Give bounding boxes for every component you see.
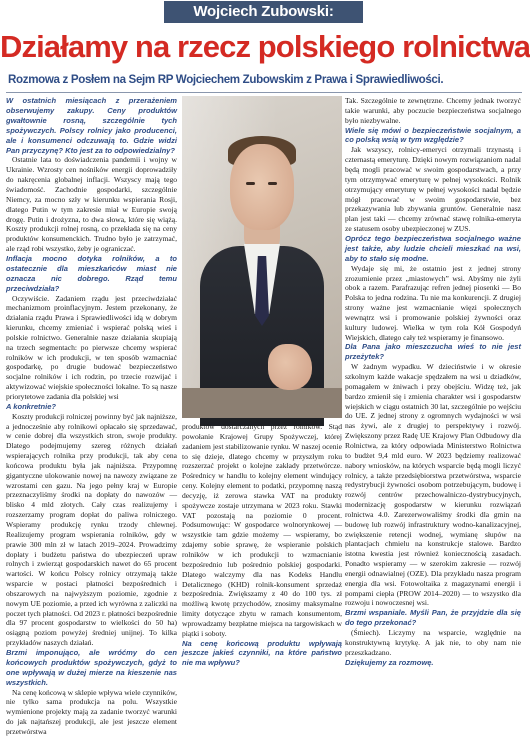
portrait-photo xyxy=(182,96,342,418)
body-paragraph: Koszty produkcji rolniczej powinny być jak najniższe, a jednocześnie aby rolnikowi opłacało się sprzedawać, w cenie dobrej dla wszystkich stron, swoje produkty. Dlatego podejmujemy szereg różnych działań wspierających rolnika przy produkcji, tak aby cena końcowa produktu była jak najniższa. Przypomnę gigantyczne ulokowanie nowej na nawozy związane ze wzrostami cen gazu. Na jego pełny kraj w Europie przeznaczyliśmy środki na dopłaty do nawozów — blisko 4 mld złotych. Cały czas realizujemy i rozszerzamy program dopłat do paliwa rolniczego. Wspieramy produkcję rynku trzody chlewnej. Realizujemy program wspierania rolników, gdy w prawie 300 mln zł w latach 2019–2024. Prowadzimy dopłaty i budżetu państwa do ubezpieczeń upraw rolnych i zwierząt gospodarskich nawet do 65 procent wartości. W końcu Polscy rolnicy otrzymają także wsparcie w postaci płatności bezpośrednich i obszarowych na najwyższym poziomie, zgodnie z nowym UE poziomie, a przed ich wyrówna z zaliczki na poczet tych płatności. Od 2023 r. płatności bezpośrednie dla 97 procent gospodarstw to wielkości do 50 ha) osiągną poziom powyżej średniej unijnej. To kilka przykładów naszych działań. xyxy=(6,411,177,648)
interview-question: W ostatnich miesiącach z przerażeniem obserwujemy zakupy. Ceny produktów gwałtownie rosną, szczególnie tych spożywczych. Polscy rolnicy jako producenci, ale i konsumenci odczuwają to. Gdzie widzi Pan przyczynę? Kto jest za to odpowiedzialny? xyxy=(6,96,177,155)
photo-eye-left xyxy=(246,182,255,185)
interview-question: Oprócz tego bezpieczeństwa socjalnego ważne jest także, aby ludzie chcieli mieszkać na wsi, aby to stało się modne. xyxy=(345,233,521,263)
interview-question: Na cenę końcową produktu wpływają jeszcze jakieś czynniki, na które państwo nie ma wpływu? xyxy=(182,638,342,668)
interview-question: A konkretnie? xyxy=(6,401,57,411)
body-paragraph: (Śmiech). Liczymy na wsparcie, względnie na konstruktywną krytykę. A jak nie, to oby nam nie przeszkadzano. xyxy=(345,628,521,657)
column-2 xyxy=(182,422,342,668)
interview-question: Brzmi wspaniale. Myśli Pan, że przyjdzie dla się do tego przekonać? xyxy=(345,608,521,628)
photo-table xyxy=(182,388,342,418)
body-paragraph: Wydaje się mi, że ostatnio jest z jednej strony zrozumienie przez „miastowych” wsi. Abyśmy nie żyli obok a razem. Parafrazując refren jednej piosenki — Bo Polska to jedna rodzina. Tu nie ma konkurencji. Z drugiej strony ważne jest wzmacnianie więzi społecznych wewnątrz wsi i promowanie polskiej żywności oraz kultury ludowej. Wielka w tym rola Kół Gospodyń Wiejskich, dlatego cały też wspieramy je finansowo. xyxy=(345,263,521,342)
headline: Działamy na rzecz polskiego rolnictwa xyxy=(0,29,530,64)
column-1 xyxy=(6,96,177,736)
interview-question: Wiele się mówi o bezpieczeństwie socjalnym, a co polską wsią w tym względzie? xyxy=(345,125,521,145)
deck: Rozmowa z Posłem na Sejm RP Wojciechem Zubowskim z Prawa i Sprawiedliwości. xyxy=(8,73,444,86)
body-paragraph: Jak wszyscy, rolnicy-emeryci otrzymali trzynastą i czternastą emeryturę. Dzięki nowym rozwiązaniom nadal będą mogli pracować w swoim gospodarstwach, a przy tym otrzymywać emeryturę w pełnej wysokości. Rolnik otrzymujący emeryturę w pełnej wysokości nadal będzie mógł pracować w swoim gospodarstwie, bez przekazywania lub zbywania gruntów. Generalnie nasz plan jest taki — chcemy zrównać stawę rolnika-emeryta ze statusem osoby ubezpieczonej w ZUS. xyxy=(345,145,521,234)
body-paragraph: produktów dostarczanych przez rolników. Stąd powołanie Krajowej Grupy Spożywczej, której zadaniem jest stabilizowanie rynku. W naszej ocenie to się dzieje, dlatego chcemy w przyszłym roku rozszerzać projekt o kolejne zakłady przetwórcze. Pośrednicy w handlu to kolejny element windujący ceny. Kolejny element to podatki, przypomnę naszą decyzję, iż zerowa stawka VAT na produkty spożywcze zostaje utrzymana w 2023 roku. Stawki VAT pozostają na poziomie 0 procent. Podsumowując: W gospodarce wolnorynkowej — wszystkie tam gdzie możemy — wspieramy, bo zdajemy sobie sprawę, że wspieranie polskich rolników w ich produkcji to wzmacnianie bezpośrednio lub pośrednio polskiej gospodarki. Dlatego walczymy dla nas Kodeks Handlu Detalicznego (KHD) rolnik-konsument sprzedaż bezpośrednia. Zwiększamy z 40 do 100 tys. zł możliwą kwotę przychodów, znosimy maksymalne limity dotyczące zbytu w ramach konsumentom, wprowadzamy bezpłatne miejsca na targowiskach w piątki i soboty. xyxy=(182,422,342,638)
body-paragraph: Na cenę końcową w sklepie wpływa wiele czynników, nie tylko sama produkcja na polu. Wszystkie wymienione projekty mają za zadanie tworzyć warunki do jak najtańszej produkcji, ale jest jeszcze element przetwórstwa xyxy=(6,687,177,736)
divider xyxy=(6,92,522,93)
body-paragraph: Ostatnie lata to doświadczenia pandemii i wojny w Ukrainie. Wzrosty cen nośników energii doprowadziły do nakręcenia globalnej inflacji. Wszyscy mają tego świadomość. Zachodnie gospodarki, szczególnie Niemcy, za mocno szły w kierunku wspierania Rosji, dlatego Putin w tym zakresie miał w Europie swoją drogę. Putin i drożyzna, to dwa słowa, które się wiążą. Koszty produkcji rolnej rosną, co przekłada się na ceny produktów konsumenckich. Trudno było je zatrzymać, ale rząd robi wszystko, żeby je ograniczać. xyxy=(6,155,177,254)
photo-face xyxy=(230,144,294,230)
interview-question: Dziękujemy za rozmowę. xyxy=(345,657,434,667)
body-paragraph: W żadnym wypadku. W dzieciństwie i w okresie szkolnym każde wakacje spędzałem na wsi u dziadków, pomagałem w żniwach i przy obejściu. Widzę też, jak bardzo zmienił się i zmienia charakter wsi i gospodarstw wiejskich w ciągu ostatnich 30 lat, szczególnie po wejściu do UE. Z jednej strony z ogromnych wydajności w wsi nas żywi, ale z drugiej to perspektywy i rozwój. Zwiększony przez Radę UE Krajowy Plan Odbudowy dla Rolnictwa, za który odpowiada Ministerstwo Rolnictwa to budżet 9,4 mld euro. W 2023 będziemy realizować nabory wniosków, na których wsparcie będą mogli liczyć rolnicy, a także przedsiębiorstwa przetwórstwa, wsparcie redystrybucji żywności osobom potrzebującym, budowę i rozwój centrów przechowalniczo-dystrybucyjnych, modernizację gospodarstw w kierunku rozwiązań rolnictwa 4.0. Zarezerwowaliśmy środki dla gmin na budowę lub rozwój infrastruktury wodno-kanalizacyjnej, zwiększenie retencji wodnej, wymianę słupów na plantacjach chmielu na konstrukcje stalowe. Bardzo istotna kwestia jest również koniecznością zasadach. Ponadto wspieramy — w szerokim zakresie — rozwój energii odnawialnej (OZE). Dla przykładu nasza program energia dla wsi. Fotowoltaika z magazynami energii i pompami ciepła (PROW 2014–2020) — to wszystko dla rozwoju i nowoczesnej wsi. xyxy=(345,362,521,608)
photo-hand xyxy=(268,344,312,390)
column-3 xyxy=(345,96,521,667)
photo-eye-right xyxy=(268,182,277,185)
interview-question: Inflacja mocno dotyka rolników, a to ostatecznie dla mieszkańców miast nie oznacza nic dobrego. Rząd temu przeciwdziała? xyxy=(6,253,177,293)
body-paragraph: Oczywiście. Zadaniem rządu jest przeciwdziałać mechanizmom proinflacyjnym. Jestem przekonany, że działania rządu Prawa i Sprawiedliwości idą w dobrym kierunku, chcemy zmieniać i wspierać polską wieś i polskie rolnictwo. Generalnie nasze działania skupiają na trzech segmentach: po pierwsze chcemy wspierać rolników w ich produkcji, w ten sposób wzmacniać gospodarkę, po drugie budować bezpieczeństwo socjalne rolników i ich rodzin, po trzecie rozwijać i aktywizować wiejskie społeczności lokalne. To są nasze priorytetowe zadania dla polskiej wsi xyxy=(6,293,177,401)
interview-question: Brzmi imponująco, ale wróćmy do cen końcowych produktów spożywczych, gdyż to one wpływają w dużej mierze na kieszenie nas wszystkich. xyxy=(6,647,177,687)
body-paragraph: Tak. Szczególnie te zewnętrzne. Chcemy jednak tworzyć takie warunki, aby poczucie bezpieczeństwa socjalnego było niezbywalne. xyxy=(345,96,521,125)
author-tag: Wojciech Zubowski: xyxy=(164,1,363,23)
interview-question: Dla Pana jako mieszczucha wieś to nie jest przeżytek? xyxy=(345,342,521,362)
